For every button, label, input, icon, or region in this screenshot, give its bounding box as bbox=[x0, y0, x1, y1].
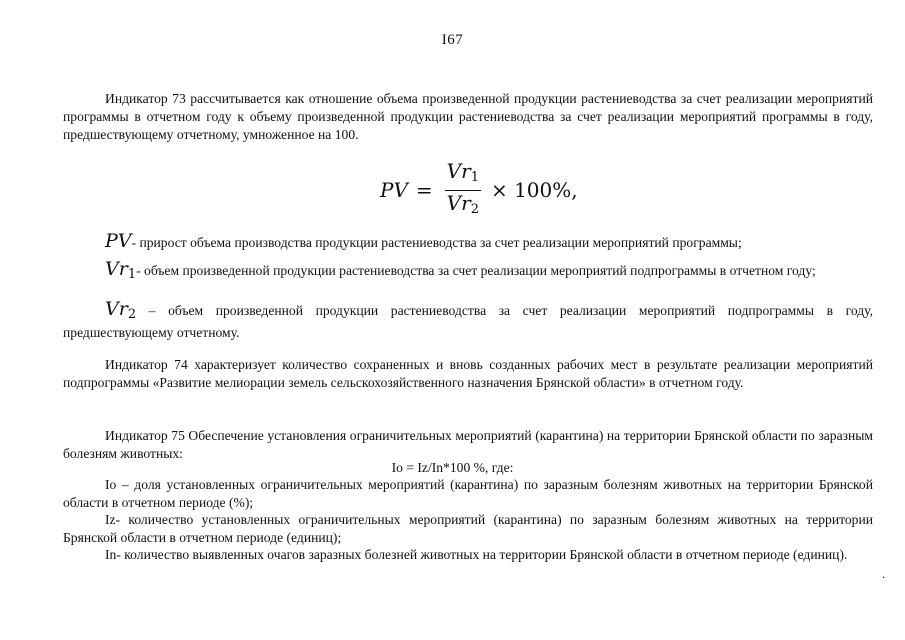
formula-lhs: PV bbox=[380, 178, 408, 202]
definition-vr2 bbox=[63, 300, 873, 342]
formula-fraction bbox=[445, 159, 481, 222]
denominator-subscript: 2 bbox=[470, 201, 479, 217]
paragraph-indicator-74: Индикатор 74 характеризует количество сохраненных и вновь созданных рабочих мест в результате реализации мероприятий подпрограммы «Развитие мелиорации земель сельскохозяйственного назначения Брянской области» в отчетном году. bbox=[63, 357, 873, 390]
formula-multiplier: × 100%, bbox=[490, 178, 578, 202]
in-definition: In- количество выявленных очагов заразных болезней животных на территории Брянской области в отчетном периоде (единиц). bbox=[105, 547, 848, 562]
symbol-subscript: 1 bbox=[127, 267, 137, 282]
formula-numerator bbox=[445, 159, 481, 190]
numerator-symbol: Vr bbox=[446, 158, 471, 183]
symbol-base: Vr bbox=[105, 258, 128, 280]
symbol-base: Vr bbox=[105, 298, 128, 320]
formula-io: Io = Iz/In*100 %, где: bbox=[391, 460, 514, 475]
definition-text: – объем произведенной продукции растениеводства за счет реализации мероприятий подпрограммы в году, предшествующему отчетному. bbox=[63, 303, 873, 340]
definition-symbol bbox=[105, 298, 136, 320]
paragraph-indicator-75: Индикатор 75 Обеспечение установления ограничительных мероприятий (карантина) на территории Брянской области по заразным болезням животных: bbox=[63, 428, 873, 461]
paragraph-indicator-73: Индикатор 73 рассчитывается как отношение объема произведенной продукции растениеводства за счет реализации мероприятий программы в отчетном году к объему произведенной продукции растениеводства за счет реализации мероприятий программы в году, предшествующему отчетному, умноженное на 100. bbox=[63, 91, 873, 142]
definition-text: - объем произведенной продукции растениеводства за счет реализации мероприятий подпрограммы в отчетном году; bbox=[136, 263, 816, 278]
numerator-subscript: 1 bbox=[470, 169, 479, 185]
formula-denominator bbox=[445, 191, 481, 222]
symbol-subscript: 2 bbox=[127, 307, 137, 322]
definition-vr1 bbox=[63, 260, 873, 284]
definition-text: - прирост объема производства продукции растениеводства за счет реализации мероприятий программы; bbox=[131, 235, 742, 250]
definition-pv bbox=[63, 232, 873, 252]
definition-symbol: PV bbox=[105, 230, 132, 252]
io-definition: Io – доля установленных ограничительных мероприятий (карантина) по заразным болезням животных на территории Брянской области в отчетном периоде (%); bbox=[63, 477, 873, 510]
trailing-mark: . bbox=[882, 566, 886, 581]
formula-equals: = bbox=[415, 178, 433, 202]
page-number: I67 bbox=[441, 32, 464, 48]
denominator-symbol: Vr bbox=[446, 190, 471, 215]
iz-definition: Iz- количество установленных ограничительных мероприятий (карантина) по заразным болезням животных на территории Брянской области в отчетном периоде (единиц); bbox=[63, 512, 873, 545]
formula-pv bbox=[380, 160, 578, 220]
definition-symbol bbox=[105, 258, 136, 280]
